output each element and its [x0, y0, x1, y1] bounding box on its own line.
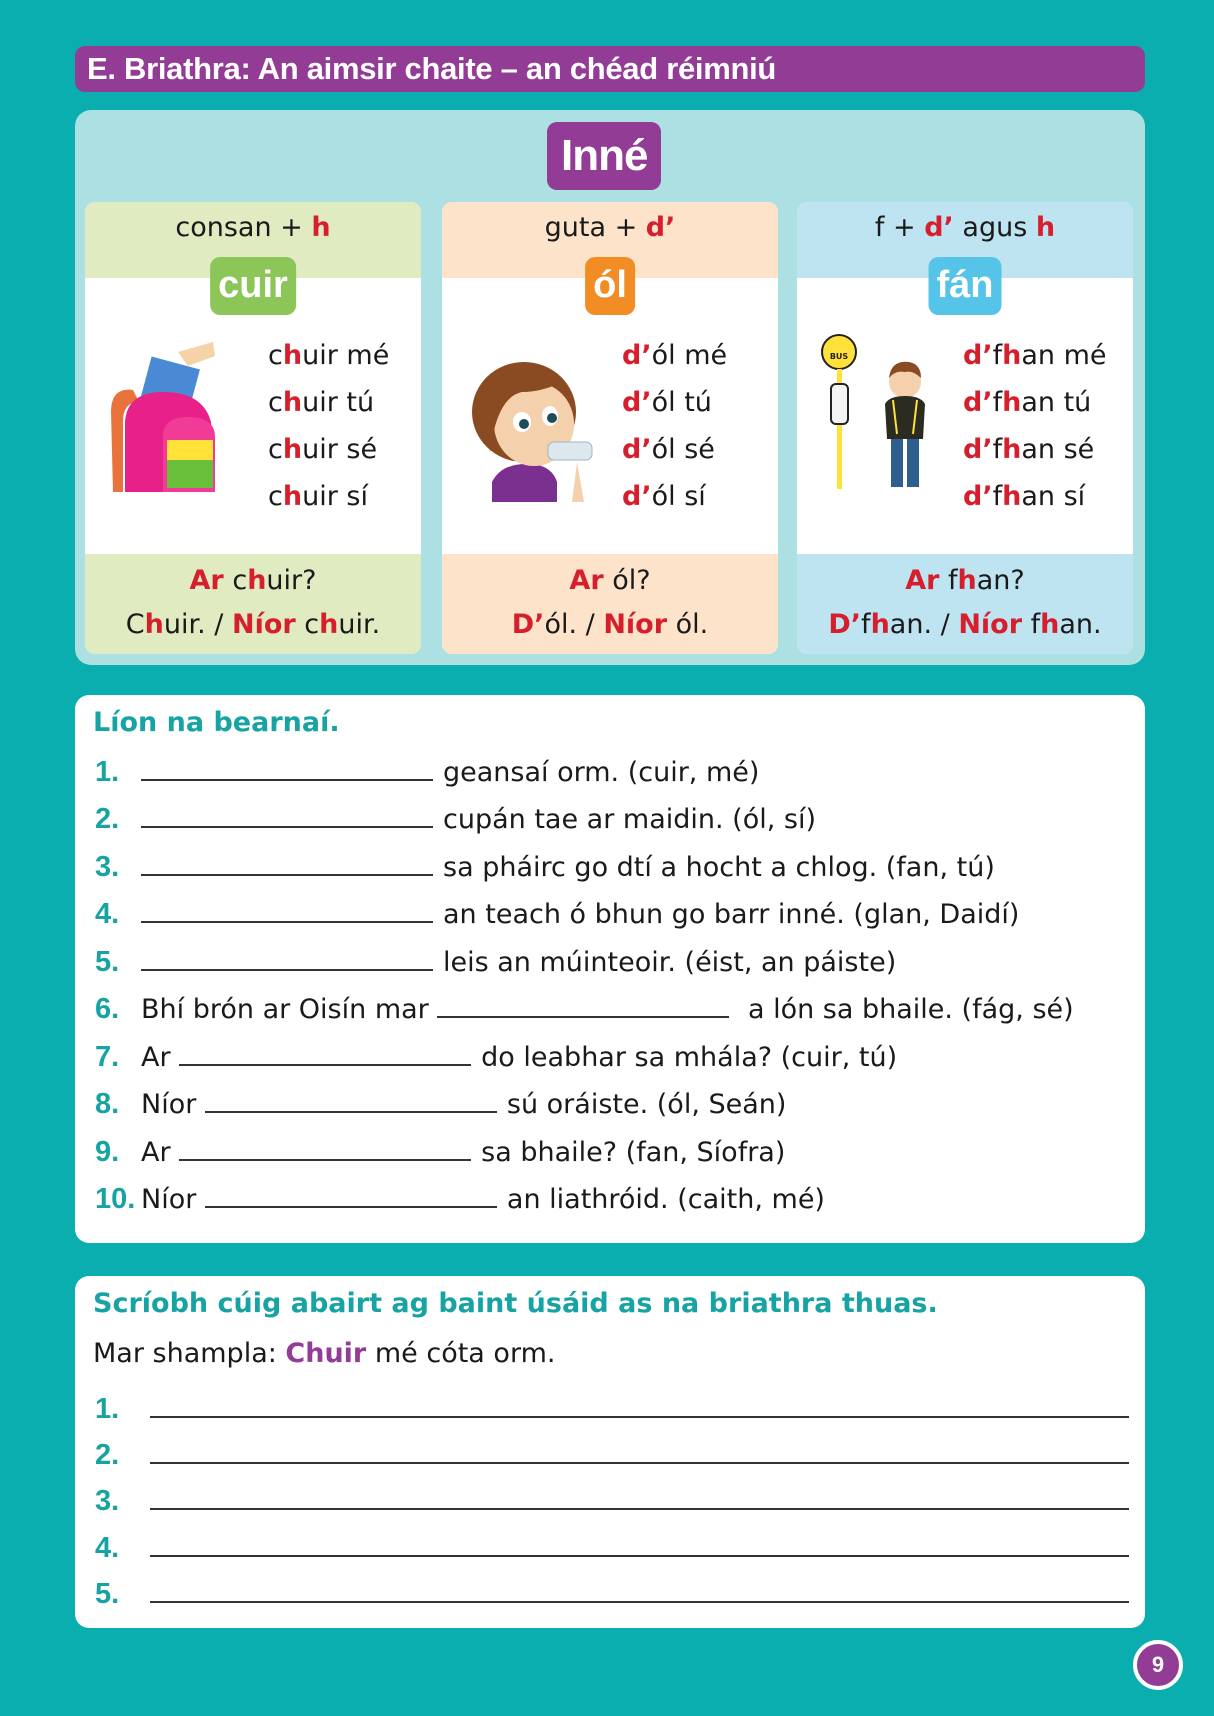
conjugation-form: d’ól mé: [622, 340, 728, 371]
exercise-item: 7. Ar do leabhar sa mhála? (cuir, tú): [95, 1033, 897, 1081]
exercise-heading: Líon na bearnaí.: [93, 707, 340, 738]
time-label: Inné: [547, 122, 661, 190]
question: Ar fhan?: [905, 565, 1025, 596]
writing-line[interactable]: 3.: [95, 1472, 1129, 1518]
verb-card-fan: [797, 202, 1133, 654]
verb-card-cuir: [85, 202, 421, 654]
reference-panel: [75, 110, 1145, 665]
answer-blank[interactable]: [437, 988, 729, 1018]
verb-badge: ól: [585, 257, 635, 315]
exercise-item: 4. an teach ó bhun go barr inné. (glan, Daidí): [95, 890, 1019, 938]
answer-blank[interactable]: [205, 1178, 497, 1208]
answer-blank[interactable]: [179, 1131, 471, 1161]
question-answer: [85, 554, 421, 654]
writing-line[interactable]: 5.: [95, 1565, 1129, 1611]
answer: D’ól. / Níor ól.: [511, 609, 709, 640]
conjugation-form: chuir sé: [268, 434, 378, 465]
answer-blank[interactable]: [141, 798, 433, 828]
answer-blank[interactable]: [141, 893, 433, 923]
answer-blank[interactable]: [179, 1036, 471, 1066]
fill-gaps-exercise: [75, 695, 1145, 1243]
question: Ar chuir?: [189, 565, 317, 596]
conjugation-form: d’fhan sé: [963, 434, 1095, 465]
conjugation-form: d’fhan mé: [963, 340, 1107, 371]
exercise-item: 5. leis an múinteoir. (éist, an páiste): [95, 938, 896, 986]
conjugation-form: d’fhan tú: [963, 387, 1092, 418]
conjugation-form: d’fhan sí: [963, 481, 1086, 512]
conjugation-list: [622, 332, 727, 520]
answer: D’fhan. / Níor fhan.: [828, 609, 1102, 640]
question-answer: [797, 554, 1133, 654]
section-title: E. Briathra: An aimsir chaite – an chéad réimniú: [75, 46, 1145, 92]
exercise-item: 1. geansaí orm. (cuir, mé): [95, 748, 759, 796]
answer-blank[interactable]: [141, 846, 433, 876]
exercise-heading: Scríobh cúig abairt ag baint úsáid as na briathra thuas.: [93, 1288, 938, 1319]
example-sentence: Mar shampla: Chuir mé cóta orm.: [93, 1338, 556, 1369]
exercise-item: 10. Níor an liathróid. (caith, mé): [95, 1175, 825, 1223]
backpack-icon: [103, 342, 233, 506]
conjugation-form: chuir sí: [268, 481, 368, 512]
exercise-item: 3. sa pháirc go dtí a hocht a chlog. (fan, tú): [95, 843, 995, 891]
conjugation-form: chuir tú: [268, 387, 375, 418]
conjugation-form: chuir mé: [268, 340, 390, 371]
writing-line[interactable]: 4.: [95, 1519, 1129, 1565]
question: Ar ól?: [569, 565, 651, 596]
writing-line[interactable]: 2.: [95, 1426, 1129, 1472]
bus-stop-boy-icon: [817, 334, 947, 498]
question-answer: [442, 554, 778, 654]
girl-drinking-icon: [462, 352, 602, 506]
exercise-item: 6. Bhí brón ar Oisín mar a lón sa bhaile. (fág, sé): [95, 985, 1074, 1033]
exercise-item: 8. Níor sú oráiste. (ól, Seán): [95, 1080, 786, 1128]
writing-line[interactable]: 1.: [95, 1380, 1129, 1426]
verb-badge: fán: [929, 257, 1002, 315]
rule-label: consan + h: [85, 202, 421, 278]
answer: Chuir. / Níor chuir.: [125, 609, 381, 640]
conjugation-form: d’ól sí: [622, 481, 706, 512]
conjugation-form: d’ól tú: [622, 387, 712, 418]
answer-blank[interactable]: [141, 941, 433, 971]
write-sentences-exercise: [75, 1276, 1145, 1628]
svg-text:BUS: BUS: [829, 352, 849, 361]
rule-label: guta + d’: [442, 202, 778, 278]
verb-badge: cuir: [210, 257, 296, 315]
exercise-item: 2. cupán tae ar maidin. (ól, sí): [95, 795, 816, 843]
answer-blank[interactable]: [205, 1083, 497, 1113]
conjugation-list: [963, 332, 1107, 520]
conjugation-list: [268, 332, 389, 520]
conjugation-form: d’ól sé: [622, 434, 715, 465]
verb-card-ol: [442, 202, 778, 654]
page-number: 9: [1133, 1640, 1183, 1690]
answer-blank[interactable]: [141, 751, 433, 781]
rule-label: f + d’ agus h: [797, 202, 1133, 278]
exercise-item: 9. Ar sa bhaile? (fan, Síofra): [95, 1128, 785, 1176]
